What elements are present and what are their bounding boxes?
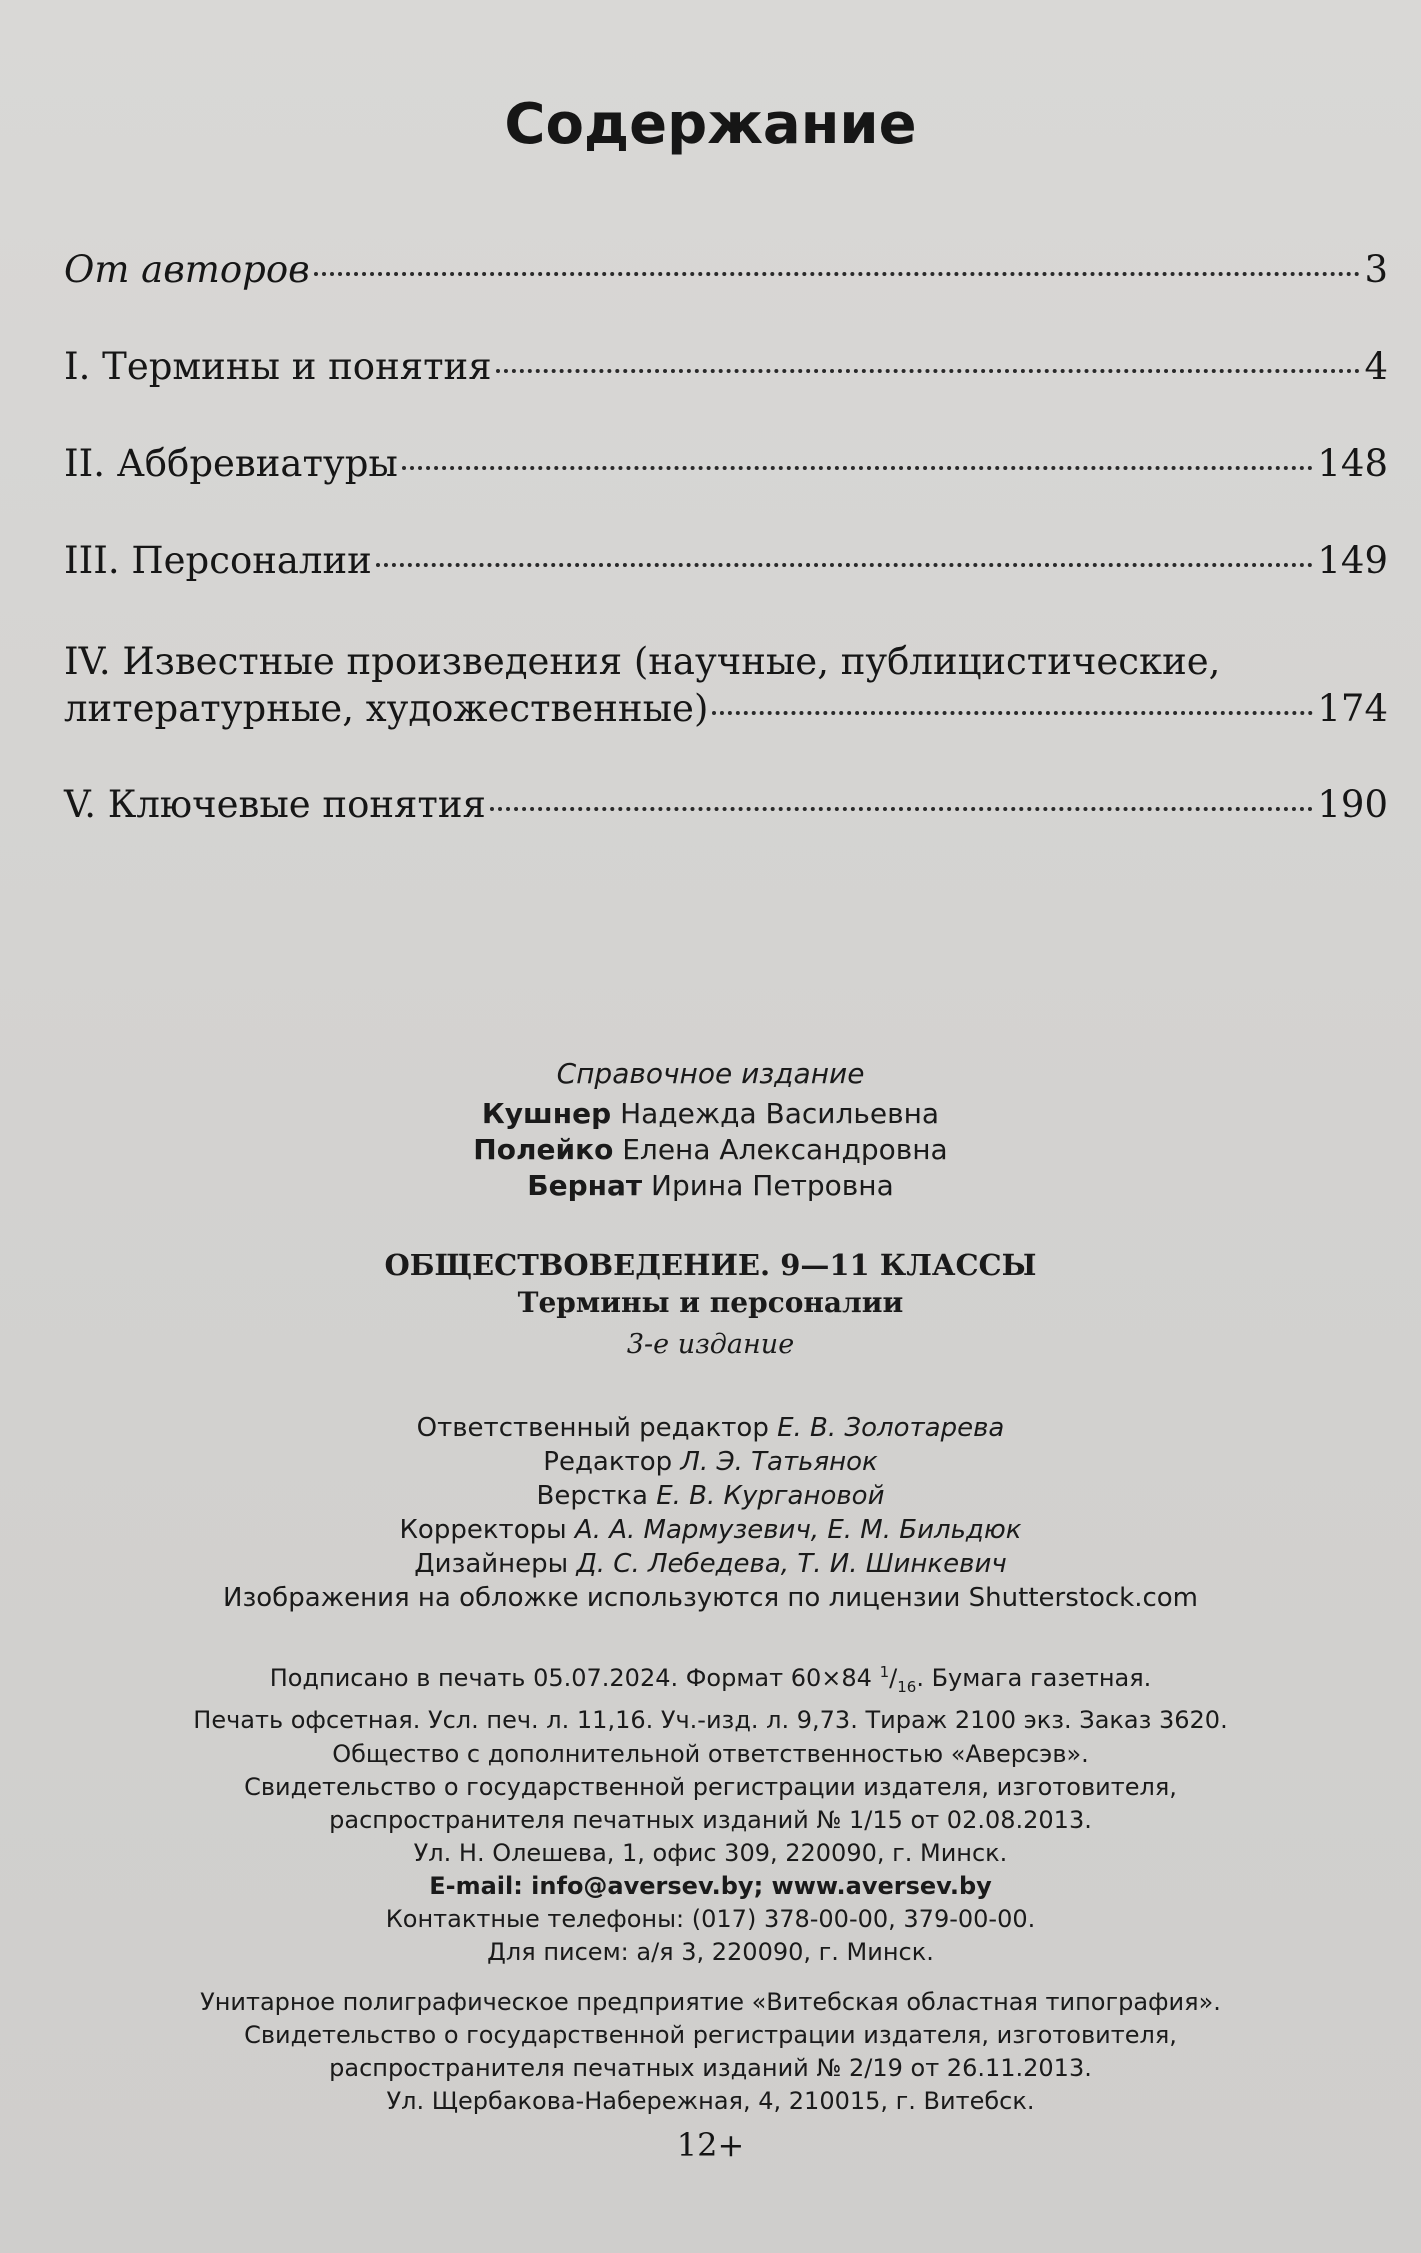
publisher-line: Свидетельство о государственной регистрации издателя, изготовителя, (244, 1773, 1177, 1801)
publisher-line: распространителя печатных изданий № 1/15 от 02.08.2013. (329, 1806, 1092, 1834)
format-fraction-denominator: 16 (897, 1677, 917, 1696)
toc-entry[interactable] (64, 341, 1388, 393)
toc-entry-page: 3 (1364, 248, 1388, 291)
staff-role: Редактор (543, 1447, 673, 1477)
book-subtitle: Термины и персоналии (517, 1286, 904, 1319)
print-line-part: Подписано в печать 05.07.2024. Формат 60×84 (269, 1664, 872, 1692)
publisher-mail: Для писем: а/я 3, 220090, г. Минск. (487, 1938, 934, 1966)
staff-role: Верстка (536, 1481, 648, 1511)
toc-entry-page: 190 (1317, 783, 1388, 826)
staff-line (0, 1513, 1421, 1547)
print-info (0, 1656, 1421, 1737)
author-name: Елена Александровна (622, 1133, 948, 1166)
toc-entry[interactable] (64, 535, 1388, 587)
staff-role: Ответственный редактор (416, 1413, 769, 1443)
printer-block (0, 1986, 1421, 2118)
staff-names: Е. В. Золотарева (777, 1413, 1005, 1443)
staff-line (0, 1411, 1421, 1445)
publisher-line: Ул. Н. Олешева, 1, офис 309, 220090, г. Минск. (413, 1839, 1008, 1867)
toc-title: Содержание (504, 92, 917, 157)
publisher-contacts[interactable]: E-mail: info@aversev.by; www.aversev.by (429, 1872, 992, 1900)
staff-role: Корректоры (399, 1515, 567, 1545)
toc-leader-dots (712, 710, 1313, 715)
author-line (0, 1132, 1421, 1168)
toc-entry-label: V. Ключевые понятия (64, 783, 486, 826)
book-title-block (0, 1246, 1421, 1366)
print-line-part: . Бумага газетная. (916, 1664, 1152, 1692)
edition-type: Справочное издание (556, 1057, 865, 1090)
print-line: Подписано в печать 05.07.2024. Формат 60×84 $^1/_{16}$. Бумага газетная. (269, 1663, 1152, 1696)
author-surname: Бернат (527, 1169, 643, 1202)
staff-line (0, 1445, 1421, 1479)
author-line (0, 1168, 1421, 1204)
staff-line (0, 1547, 1421, 1581)
author-surname: Полейко (473, 1133, 614, 1166)
staff-names: Д. С. Лебедева, Т. И. Шинкевич (576, 1549, 1007, 1579)
toc-entry-page: 149 (1317, 539, 1388, 582)
staff-names: А. А. Мармузевич, Е. М. Бильдюк (574, 1515, 1022, 1545)
toc-entry-page: 148 (1317, 442, 1388, 485)
toc-leader-dots (402, 465, 1314, 470)
printer-line: Свидетельство о государственной регистрации издателя, изготовителя, (244, 2021, 1177, 2049)
toc-entry-label: I. Термины и понятия (64, 345, 492, 388)
toc-entry-label: III. Персоналии (64, 539, 372, 582)
printer-line: распространителя печатных изданий № 2/19 от 26.11.2013. (329, 2054, 1092, 2082)
toc-entry[interactable] (64, 779, 1388, 831)
book-title: ОБЩЕСТВОВЕДЕНИЕ. 9—11 КЛАССЫ (384, 1248, 1037, 1282)
edition-number: 3-е издание (626, 1329, 795, 1360)
toc-entry-page: 4 (1364, 345, 1388, 388)
publisher-block (0, 1738, 1421, 1969)
staff-role: Дизайнеры (414, 1549, 569, 1579)
printer-line: Унитарное полиграфическое предприятие «Витебская областная типография». (200, 1988, 1221, 2016)
toc-leader-dots (490, 806, 1314, 811)
publisher-line: Общество с дополнительной ответственностью «Аверсэв». (332, 1740, 1089, 1768)
toc-entry[interactable] (64, 244, 1388, 296)
toc-leader-dots (496, 368, 1361, 373)
age-rating: 12+ (676, 2126, 745, 2164)
staff-block (0, 1411, 1421, 1615)
format-fraction-numerator: 1 (879, 1663, 890, 1681)
author-name: Ирина Петровна (651, 1169, 894, 1202)
imprint-authors (0, 1056, 1421, 1204)
toc-entry[interactable] (64, 438, 1388, 490)
toc-entry-label: II. Аббревиатуры (64, 442, 398, 485)
staff-names: Е. В. Кургановой (656, 1481, 885, 1511)
toc-entry-label-line2: литературные, художественные) (64, 687, 709, 730)
staff-line (0, 1479, 1421, 1513)
toc-entry[interactable] (64, 683, 1388, 735)
author-line (0, 1096, 1421, 1132)
publisher-phones: Контактные телефоны: (017) 378-00-00, 379-00-00. (385, 1905, 1036, 1933)
toc-leader-dots (376, 562, 1314, 567)
cover-license: Изображения на обложке используются по лицензии Shutterstock.com (223, 1583, 1198, 1613)
toc-entry-label: От авторов (64, 248, 310, 291)
print-line: Печать офсетная. Усл. печ. л. 11,16. Уч.-изд. л. 9,73. Тираж 2100 экз. Заказ 3620. (193, 1705, 1228, 1734)
toc-entry-label-line1: IV. Известные произведения (научные, публицистические, (64, 640, 1221, 683)
toc-entry-page: 174 (1317, 687, 1388, 730)
staff-names: Л. Э. Татьянок (680, 1447, 878, 1477)
printer-line: Ул. Щербакова-Набережная, 4, 210015, г. Витебск. (386, 2087, 1035, 2115)
toc-leader-dots (314, 271, 1361, 276)
author-surname: Кушнер (481, 1097, 612, 1130)
author-name: Надежда Васильевна (620, 1097, 940, 1130)
